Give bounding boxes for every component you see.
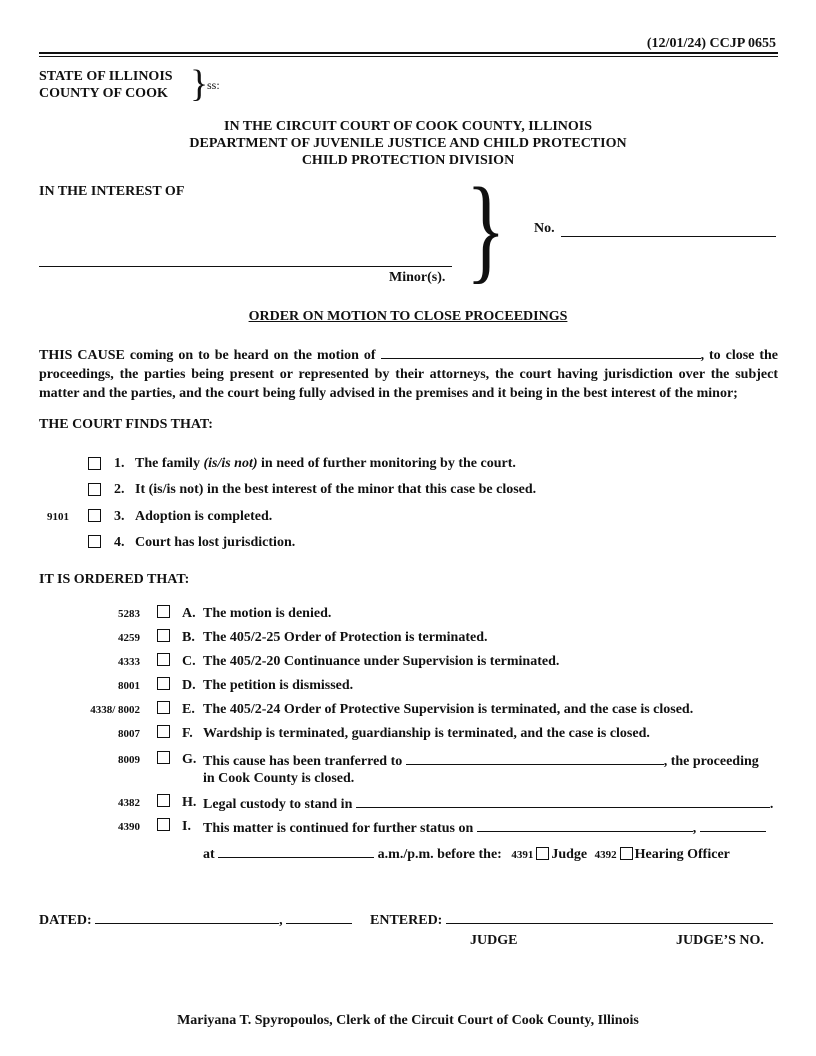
judge-caption: JUDGE [470, 933, 518, 948]
order-a-letter: A. [182, 606, 196, 621]
finding-1-post: in need of further monitoring by the court. [257, 456, 516, 471]
order-i-text: This matter is continued for further status on [203, 821, 474, 836]
finding-2-text: It (is/is not) in the best interest of the minor that this case be closed. [135, 482, 537, 497]
movant-line[interactable] [381, 346, 701, 359]
header-rule-thick [39, 52, 778, 54]
status-time-line[interactable] [218, 845, 374, 858]
caption-brace: } [466, 163, 506, 294]
finding-1-checkbox[interactable] [88, 457, 101, 470]
order-f-letter: F. [182, 726, 193, 741]
order-b-text: The 405/2-25 Order of Protection is terminated. [203, 630, 488, 645]
judge-checkbox[interactable] [536, 847, 549, 860]
order-i-line-2 [203, 845, 730, 863]
order-g-code: 8009 [118, 754, 140, 766]
form-id: (12/01/24) CCJP 0655 [646, 36, 776, 51]
intro-paragraph [39, 346, 778, 403]
order-f-checkbox[interactable] [157, 725, 170, 738]
order-f-text: Wardship is terminated, guardianship is terminated, and the case is closed. [203, 726, 650, 741]
order-e-letter: E. [182, 702, 195, 717]
finding-1-pre: The family [135, 456, 204, 471]
dated-line: DATED: , [39, 911, 352, 929]
clerk-footer: Mariyana T. Spyropoulos, Clerk of the Circuit Court of Cook County, Illinois [177, 1013, 639, 1028]
orders-heading: IT IS ORDERED THAT: [39, 572, 190, 587]
order-b-checkbox[interactable] [157, 629, 170, 642]
finding-3-checkbox[interactable] [88, 509, 101, 522]
intro-text-2: , to close the proceedings, the parties being present or represented by their attorneys, the court having jurisdiction over the subject matter and the parties, and the court being fully advised in the premises and it being in the best interest of the minor; [39, 348, 779, 401]
finding-4-number: 4. [114, 535, 125, 550]
case-number-line[interactable] [561, 236, 776, 237]
order-h-line: Legal custody to stand in . [203, 797, 774, 812]
order-g-text-2: , the proceeding [663, 754, 759, 769]
order-h-code: 4382 [118, 797, 140, 809]
dated-date-line[interactable] [95, 911, 279, 924]
venue-ss: ss: [207, 78, 220, 92]
order-b-code: 4259 [118, 632, 140, 644]
order-h-text: Legal custody to stand in [203, 797, 353, 812]
status-year-line[interactable] [700, 819, 766, 832]
order-d-text: The petition is dismissed. [203, 678, 354, 693]
finding-1-text [135, 456, 516, 472]
order-i-checkbox[interactable] [157, 818, 170, 831]
hearing-officer-checkbox[interactable] [620, 847, 633, 860]
finding-3-code: 9101 [47, 511, 69, 523]
case-number-label: No. [534, 221, 555, 236]
hearing-officer-code: 4392 [594, 849, 617, 861]
finding-4-text: Court has lost jurisdiction. [135, 535, 296, 550]
order-e-text: The 405/2-24 Order of Protective Supervision is terminated, and the case is closed. [203, 702, 694, 717]
findings-heading: THE COURT FINDS THAT: [39, 417, 213, 432]
order-d-letter: D. [182, 678, 196, 693]
dated-label: DATED: [39, 913, 92, 928]
order-i-line-1: This matter is continued for further status on , [203, 819, 766, 837]
judge-signature-line[interactable] [446, 911, 773, 924]
minor-name-line[interactable] [39, 266, 452, 267]
entered-label: ENTERED: [370, 913, 443, 928]
order-d-checkbox[interactable] [157, 677, 170, 690]
header-rule-thin [39, 56, 778, 57]
intro-text-1: THIS CAUSE coming on to be heard on the motion of [39, 348, 376, 363]
finding-1-number: 1. [114, 456, 125, 471]
order-e-checkbox[interactable] [157, 701, 170, 714]
order-a-text: The motion is denied. [203, 606, 332, 621]
entered-line [370, 911, 773, 929]
order-title: ORDER ON MOTION TO CLOSE PROCEEDINGS [248, 309, 568, 324]
custody-line[interactable] [356, 795, 770, 808]
order-d-code: 8001 [118, 680, 140, 692]
court-header-line-2: DEPARTMENT OF JUVENILE JUSTICE AND CHILD PROTECTION [189, 136, 627, 151]
judges-no-caption: JUDGE’S NO. [676, 933, 764, 948]
finding-2-number: 2. [114, 482, 125, 497]
court-header-line-3: CHILD PROTECTION DIVISION [301, 153, 515, 168]
order-a-code: 5283 [118, 608, 140, 620]
dated-year-line[interactable] [286, 911, 352, 924]
hearing-officer-label: Hearing Officer [634, 847, 730, 862]
finding-1-italic: (is/is not) [203, 456, 258, 471]
order-g-letter: G. [182, 752, 197, 767]
order-b-letter: B. [182, 630, 195, 645]
order-c-letter: C. [182, 654, 196, 669]
order-g-text-3: in Cook County is closed. [203, 771, 355, 786]
order-e-code: 4338/ 8002 [90, 704, 140, 716]
minors-label: Minor(s). [389, 270, 446, 285]
interest-of-label: IN THE INTEREST OF [39, 184, 185, 199]
court-header-line-1: IN THE CIRCUIT COURT OF COOK COUNTY, ILLINOIS [224, 119, 592, 134]
order-i-at: at [203, 847, 215, 862]
finding-3-number: 3. [114, 509, 125, 524]
status-date-line[interactable] [477, 819, 693, 832]
venue-state: STATE OF ILLINOIS [39, 69, 173, 84]
finding-2-checkbox[interactable] [88, 483, 101, 496]
order-c-text: The 405/2-20 Continuance under Supervision is terminated. [203, 654, 560, 669]
order-g-text-1: This cause has been tranferred to [203, 754, 403, 769]
order-a-checkbox[interactable] [157, 605, 170, 618]
venue-brace: } [190, 63, 209, 105]
order-g-checkbox[interactable] [157, 751, 170, 764]
order-c-checkbox[interactable] [157, 653, 170, 666]
finding-4-checkbox[interactable] [88, 535, 101, 548]
order-i-ampm: a.m./p.m. before the: [377, 847, 502, 862]
order-h-letter: H. [182, 795, 197, 810]
transfer-county-line[interactable] [406, 752, 664, 765]
judge-code: 4391 [511, 849, 534, 861]
judge-label: Judge [551, 847, 588, 862]
finding-3-text: Adoption is completed. [135, 509, 273, 524]
order-h-checkbox[interactable] [157, 794, 170, 807]
venue-county: COUNTY OF COOK [39, 86, 168, 101]
order-i-letter: I. [182, 819, 191, 834]
order-c-code: 4333 [118, 656, 140, 668]
order-f-code: 8007 [118, 728, 140, 740]
order-g-line-1 [203, 752, 759, 770]
order-i-code: 4390 [118, 821, 140, 833]
